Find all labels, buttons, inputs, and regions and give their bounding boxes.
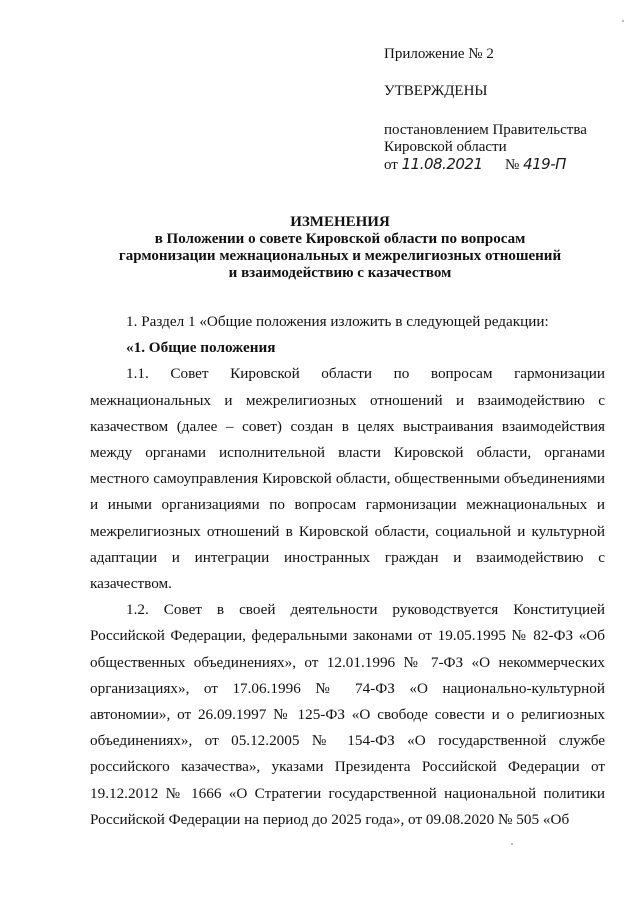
appendix-label: Приложение № 2 [384,46,494,62]
number-prefix: № [505,157,520,173]
document-title [90,214,590,282]
handwritten-date: 11.08.2021 [401,155,483,173]
handwritten-number: 419-П [523,155,566,173]
item-1-text: 1. Раздел 1 «Общие положения изложить в следующей редакции: [126,313,549,330]
title-line-3: и взаимодействию с казачеством [228,265,452,281]
section-heading: «1. Общие положения [126,339,276,357]
scan-speck [511,843,513,845]
document-body [90,309,605,833]
approved-by-line-2: Кировской области [384,139,507,155]
title-line-2: гармонизации межнациональных и межрелигиозных отношений [118,248,562,264]
date-prefix: от [384,157,398,173]
scan-speck [622,20,624,22]
title-line-1: в Положении о совете Кировской области по вопросам [154,231,526,247]
approved-label: УТВЕРЖДЕНЫ [384,83,488,99]
paragraph-1-1: 1.1. Совет Кировской области по вопросам гармонизации межнациональных и межрелигиозных отношений и взаимодействию с казачеством (далее – совет) создан в целях выстраивания взаимодействия между органами исполнительной власти Кировской области, органами местного самоуправления Кировской области, общественными объединениями и иными организациями по вопросам гармонизации межнациональных и межрелигиозных отношений в Кировской области, социальной и культурной адаптации и интеграции иностранных граждан и взаимодействию с казачеством. [90,365,605,593]
paragraph-1-2: 1.2. Совет в своей деятельности руководствуется Конституцией Российской Федерации, федеральными законами от 19.05.1995 № 82-ФЗ «Об общественных объединениях», от 12.01.1996 № 7-ФЗ «О некоммерческих организациях», от 17.06.1996 № 74-ФЗ «О национально-культурной автономии», от 26.09.1997 № 125-ФЗ «О свободе совести и о религиозных объединениях», от 05.12.2005 № 154-ФЗ «О государственной службе российского казачества», указами Президента Российской Федерации от 19.12.2012 № 1666 «О Стратегии государственной национальной политики Российской Федерации на период до 2025 года», от 09.08.2020 № 505 «Об [90,601,605,828]
approval-block [384,46,624,174]
approved-by-line-1: постановлением Правительства [384,122,587,138]
title-main: ИЗМЕНЕНИЯ [290,214,390,230]
date-number-line [384,156,624,174]
